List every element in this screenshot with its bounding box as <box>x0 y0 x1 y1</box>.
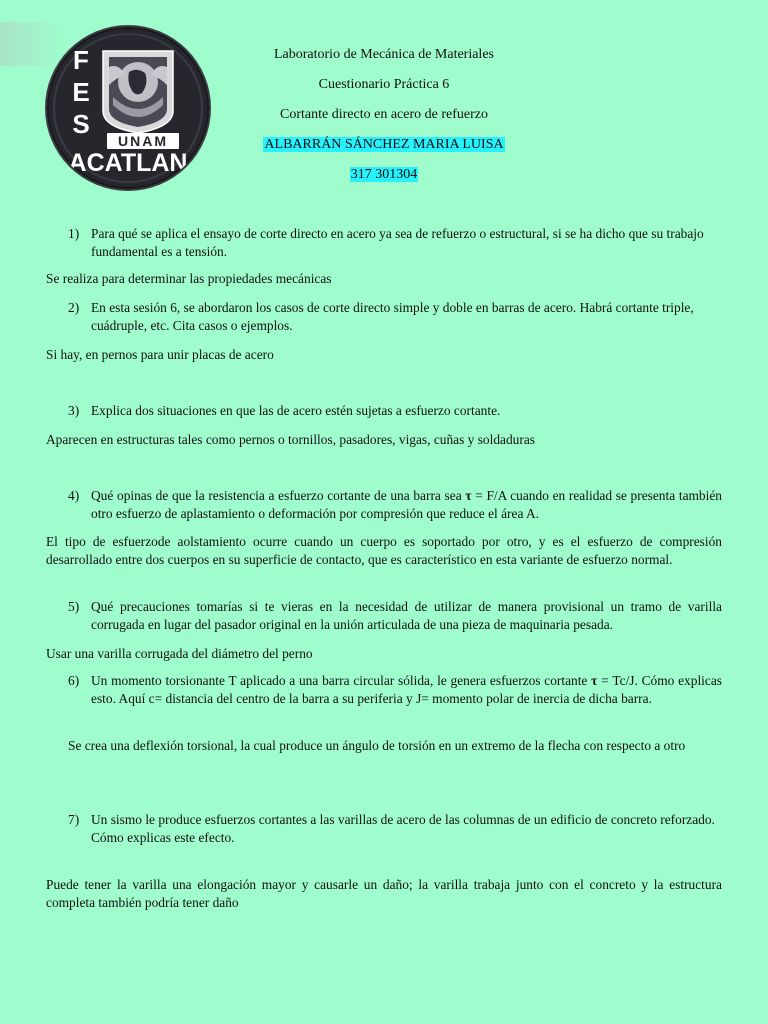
question-text <box>91 487 722 523</box>
logo-letter-f: F <box>73 45 89 75</box>
question-text: Un sismo le produce esfuerzos cortantes a las varillas de acero de las columnas de un edificio de concreto reforzado. Cómo explicas este efecto. <box>91 812 715 845</box>
tau-symbol: τ <box>591 673 598 688</box>
question-5 <box>68 598 722 634</box>
scan-artifact <box>0 22 62 66</box>
answer-7: Puede tener la varilla una elongación mayor y causarle un daño; la varilla trabaja junto con el concreto y la estructura completa también podría tener daño <box>46 877 722 910</box>
question-number: 4) <box>68 488 80 503</box>
question-text-part: Un momento torsionante T aplicado a una barra circular sólida, le genera esfuerzos cortante <box>91 673 592 688</box>
question-text-part: Qué opinas de que la resistencia a esfuerzo cortante de una barra sea <box>91 488 466 503</box>
question-text: Explica dos situaciones en que las de acero estén sujetas a esfuerzo cortante. <box>91 403 501 418</box>
question-text-part: = F/A cuando en realidad se presenta también otro esfuerzo de aplastamiento o deformación por compresión que reduce el área A. <box>91 488 722 521</box>
question-number: 1) <box>68 226 80 241</box>
question-2 <box>68 299 722 335</box>
lab-title: Laboratorio de Mecánica de Materiales <box>273 47 494 62</box>
student-name: ALBARRÁN SÁNCHEZ MARIA LUISA <box>264 137 504 152</box>
question-number: 5) <box>68 599 80 614</box>
answer-6: Se crea una deflexión torsional, la cual produce un ángulo de torsión en un extremo de la flecha con respecto a otro <box>68 738 686 753</box>
logo-letter-s: S <box>72 109 90 139</box>
fes-acatlan-seal-icon <box>47 27 209 189</box>
question-text: En esta sesión 6, se abordaron los casos de corte directo simple y doble en barras de acero. Habrá cortante triple, cuádruple, etc. Cita casos o ejemplos. <box>91 300 694 333</box>
question-6 <box>68 672 722 708</box>
answer-5: Usar una varilla corrugada del diámetro del perno <box>46 646 313 661</box>
question-text <box>91 672 722 708</box>
answer-4: El tipo de esfuerzode aolstamiento ocurre cuando un cuerpo es soportado por otro, y es el esfuerzo de compresión desarrollado entre dos cuerpos en su superficie de contacto, que es característico en esta variante de esfuerzo normal. <box>46 534 722 567</box>
student-id: 317 301304 <box>350 167 418 182</box>
quiz-title: Cuestionario Práctica 6 <box>318 77 450 92</box>
answer-2: Si hay, en pernos para unir placas de acero <box>46 347 274 362</box>
question-text-part: = Tc/J. Cómo explicas esto. Aquí c= distancia del centro de la barra a su periferia y J= momento polar de inercia de dicha barra. <box>91 673 722 706</box>
question-1 <box>68 225 722 261</box>
question-4 <box>68 487 722 523</box>
answer-1: Se realiza para determinar las propiedades mecánicas <box>46 271 332 286</box>
document-header <box>210 40 558 190</box>
unam-crest-icon <box>103 51 173 133</box>
question-number: 6) <box>68 673 80 688</box>
question-3 <box>68 402 722 420</box>
fes-acatlan-logo <box>47 27 209 189</box>
question-7 <box>68 811 722 847</box>
topic-title: Cortante directo en acero de refuerzo <box>280 107 488 122</box>
logo-letter-e: E <box>72 77 90 107</box>
logo-campus-text: ACATLAN <box>68 149 188 177</box>
question-text: Para qué se aplica el ensayo de corte directo en acero ya sea de refuerzo o estructural, si se ha dicho que su trabajo fundamental es a tensión. <box>91 226 704 259</box>
question-number: 3) <box>68 403 80 418</box>
tau-symbol: τ <box>465 488 472 503</box>
logo-unam-text: UNAM <box>118 133 168 149</box>
question-number: 7) <box>68 812 80 827</box>
answer-3: Aparecen en estructuras tales como pernos o tornillos, pasadores, vigas, cuñas y soldaduras <box>46 432 535 447</box>
question-text: Qué precauciones tomarías si te vieras en la necesidad de utilizar de manera provisional un tramo de varilla corrugada en lugar del pasador original en la unión articulada de una pieza de maquinaria pesada. <box>91 599 722 632</box>
question-number: 2) <box>68 300 80 315</box>
